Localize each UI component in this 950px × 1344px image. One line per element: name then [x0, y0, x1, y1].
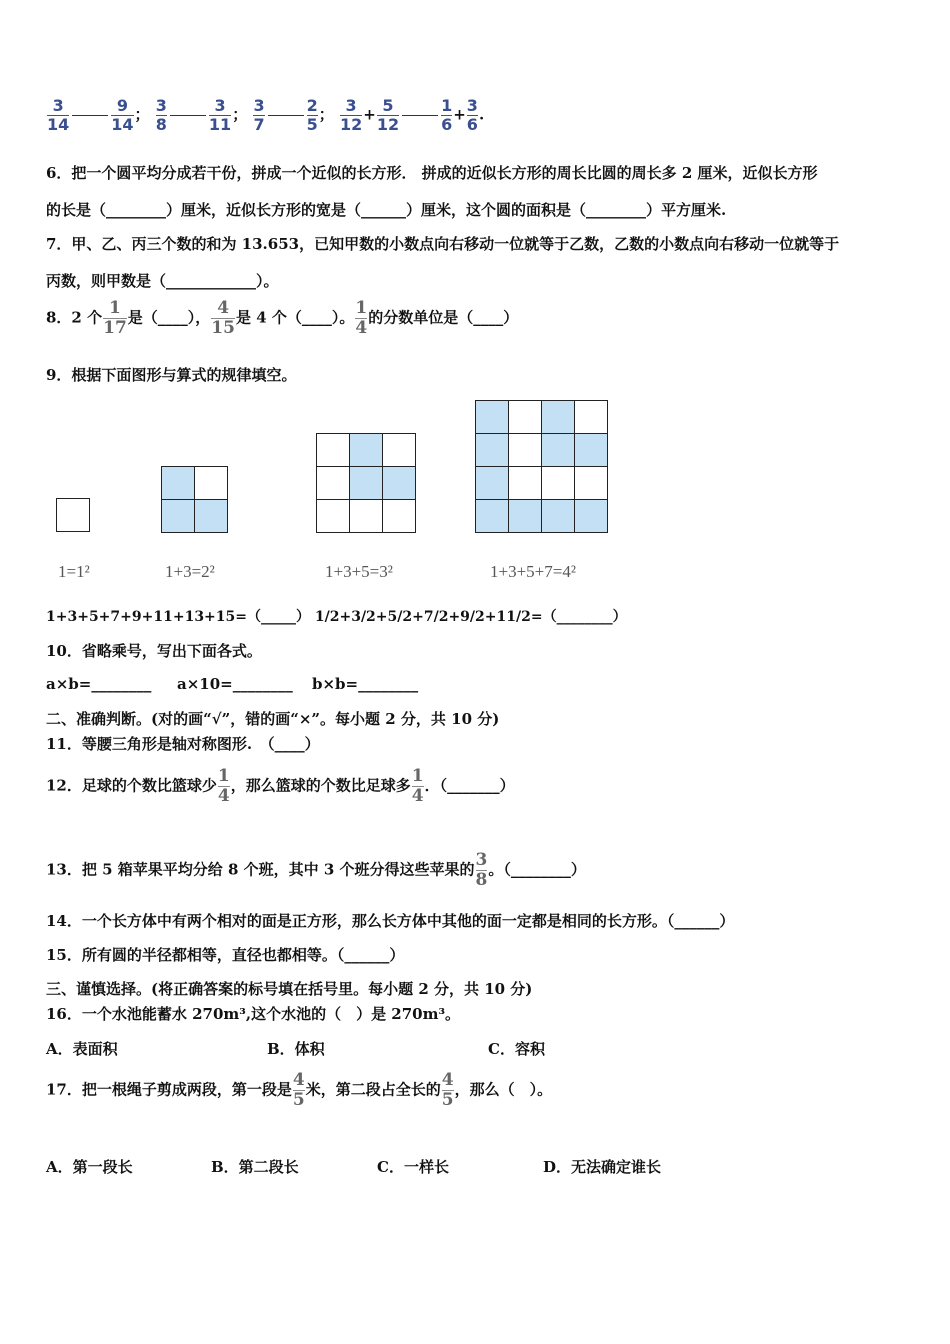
figure-caption-3: 1+3+5=3² [325, 562, 393, 581]
fraction: $\frac{9}{14}$ [111, 96, 134, 134]
question-10-item-b: a×10=________ [177, 675, 293, 693]
square-figure-2 [161, 466, 228, 533]
fraction: $\frac{3}{12}$ [339, 96, 363, 134]
fraction: $\frac{4}{15}$ [211, 298, 235, 338]
fraction: $\frac{1}{4}$ [217, 766, 230, 806]
fraction-compare-row: $\frac{3}{14}$ $\frac{9}{14}$ ； $\frac{3}{8}$ $\frac{3}{11}$ ； $\frac{3}{7}$ $\frac{2}{5}$ ； $\frac{3}{12}$ + $\frac{5}{12}$ $\frac{1}{6}$ + $\frac{3}{6}$ . [47, 96, 485, 134]
question-16-option-a[interactable]: A．表面积 [46, 1040, 118, 1058]
question-17-option-c[interactable]: C．一样长 [377, 1158, 449, 1176]
section-2-heading: 二、准确判断。(对的画“√”，错的画“×”。每小题 2 分，共 10 分) [46, 710, 500, 728]
fraction: $\frac{3}{6}$ [466, 96, 478, 134]
fraction: $\frac{1}{4}$ [411, 766, 424, 806]
question-17-option-d[interactable]: D．无法确定谁长 [543, 1158, 662, 1176]
fraction: $\frac{4}{5}$ [292, 1070, 305, 1110]
question-7-line-2: 丙数，则甲数是（____________）。 [46, 272, 279, 290]
question-9-title: 9．根据下面图形与算式的规律填空。 [46, 366, 297, 384]
question-8: 8．2 个 $\frac{1}{17}$ 是（____）， $\frac{4}{15}$ 是 4 个（____）。 $\frac{1}{4}$ 的分数单位是（____） [46, 298, 519, 338]
square-figure-4 [475, 400, 608, 533]
fraction: $\frac{1}{17}$ [103, 298, 127, 338]
question-9-formula: 1+3+5+7+9+11+13+15=（_____） 1/2+3/2+5/2+7/2+9/2+11/2=（________） [46, 609, 627, 625]
fraction: $\frac{3}{7}$ [253, 96, 265, 134]
question-12: 12．足球的个数比篮球少 $\frac{1}{4}$ ，那么篮球的个数比足球多 $\frac{1}{4}$ ．（_______） [46, 766, 515, 806]
section-3-heading: 三、谨慎选择。(将正确答案的标号填在括号里。每小题 2 分，共 10 分) [46, 980, 533, 998]
fraction: $\frac{2}{5}$ [306, 96, 318, 134]
figure-caption-1: 1=1² [58, 562, 90, 581]
question-16-option-b[interactable]: B．体积 [267, 1040, 325, 1058]
fraction: $\frac{3}{14}$ [47, 96, 70, 134]
blank-line [170, 115, 206, 116]
blank-line [402, 115, 438, 116]
question-16: 16．一个水池能蓄水 270m³,这个水池的（ ）是 270m³。 [46, 1005, 461, 1023]
question-6-line-2: 的长是（________）厘米，近似长方形的宽是（______）厘米，这个圆的面积是（________）平方厘米. [46, 201, 727, 219]
fraction: $\frac{4}{5}$ [441, 1070, 454, 1110]
question-10-item-a: a×b=________ [46, 675, 152, 693]
blank-line [268, 115, 304, 116]
fraction: $\frac{3}{8}$ [155, 96, 167, 134]
question-10-title: 10．省略乘号，写出下面各式。 [46, 642, 262, 660]
question-10-item-c: b×b=________ [312, 675, 419, 693]
fraction: $\frac{1}{6}$ [441, 96, 453, 134]
question-16-option-c[interactable]: C．容积 [488, 1040, 545, 1058]
question-6-line-1: 6．把一个圆平均分成若干份，拼成一个近似的长方形． 拼成的近似长方形的周长比圆的周长多 2 厘米，近似长方形 [46, 164, 818, 182]
question-17-option-b[interactable]: B．第二段长 [211, 1158, 299, 1176]
fraction: $\frac{3}{8}$ [475, 850, 488, 890]
figure-caption-4: 1+3+5+7=4² [490, 562, 576, 581]
square-figure-1 [56, 498, 90, 532]
blank-line [72, 115, 108, 116]
question-17: 17．把一根绳子剪成两段，第一段是 $\frac{4}{5}$ 米，第二段占全长的 $\frac{4}{5}$ ，那么（ ）。 [46, 1070, 553, 1110]
fraction: $\frac{1}{4}$ [355, 298, 368, 338]
question-11: 11．等腰三角形是轴对称图形. （____） [46, 735, 320, 753]
question-7-line-1: 7．甲、乙、丙三个数的和为 13.653，已知甲数的小数点向右移动一位就等于乙数，乙数的小数点向右移动一位就等于 [46, 235, 840, 253]
figure-caption-2: 1+3=2² [165, 562, 215, 581]
fraction: $\frac{3}{11}$ [208, 96, 232, 134]
square-figure-3 [316, 433, 416, 533]
fraction: $\frac{5}{12}$ [376, 96, 400, 134]
question-15: 15．所有圆的半径都相等，直径也都相等。（______） [46, 946, 405, 964]
question-17-option-a[interactable]: A．第一段长 [46, 1158, 133, 1176]
question-13: 13．把 5 箱苹果平均分给 8 个班，其中 3 个班分得这些苹果的 $\frac{3}{8}$ 。（________） [46, 850, 586, 890]
question-14: 14．一个长方体中有两个相对的面是正方形，那么长方体中其他的面一定都是相同的长方形。（______） [46, 912, 735, 930]
